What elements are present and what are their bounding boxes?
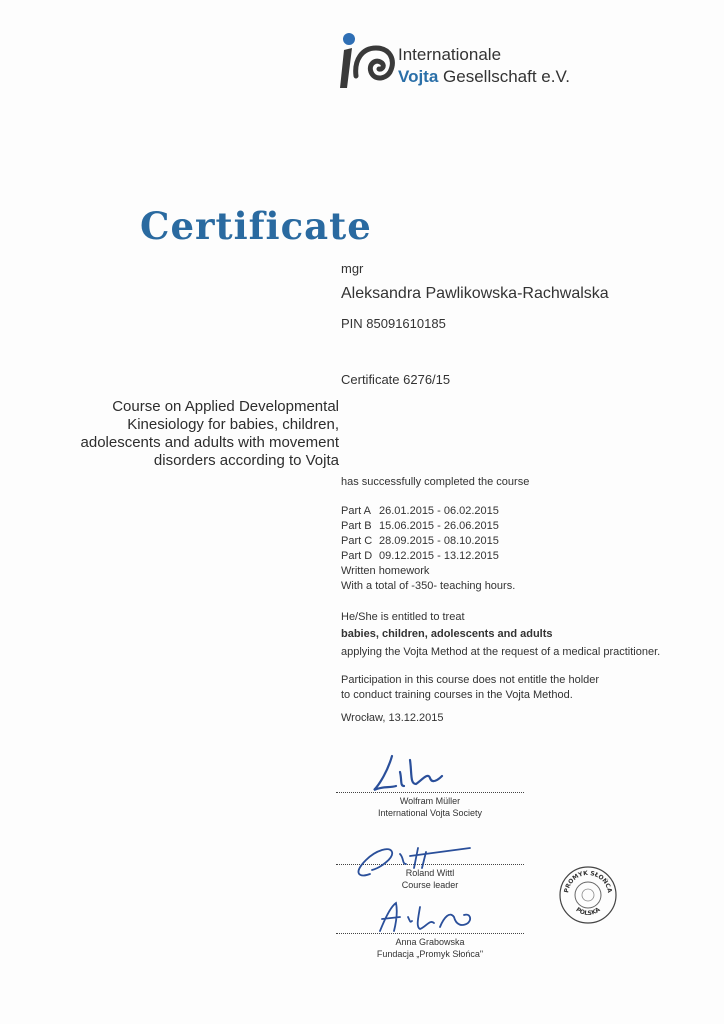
organization-name-line2: [398, 66, 570, 88]
course-title-line: adolescents and adults with movement: [80, 434, 339, 451]
signature-block-grabowska: [330, 897, 530, 962]
participation-note-line2: to conduct training courses in the Vojta Method.: [341, 689, 573, 701]
signatory-name: Anna Grabowska: [395, 937, 465, 947]
course-title-line: disorders according to Vojta: [153, 452, 339, 469]
course-part-row: [341, 549, 515, 564]
vojta-society-logo-icon: [338, 30, 398, 90]
certificate-number: Certificate 6276/15: [341, 372, 451, 387]
entitlement-intro: He/She is entitled to treat: [341, 611, 465, 623]
course-title: [19, 398, 339, 470]
course-part-row: [341, 504, 515, 519]
course-part-label: Part B: [341, 520, 372, 532]
signatory-role: Course leader: [401, 880, 459, 890]
holder-name: Aleksandra Pawlikowska-Rachwalska: [341, 285, 609, 302]
homework-note: Written homework: [341, 565, 430, 577]
signature-block-muller: [330, 750, 530, 825]
signature-grabowska-icon: [330, 897, 530, 937]
signature-muller-icon: [330, 750, 530, 798]
course-part-dates: 15.06.2015 - 26.06.2015: [379, 520, 499, 532]
organization-name-accent: Vojta: [398, 67, 439, 86]
entitlement-groups: babies, children, adolescents and adults: [341, 628, 553, 640]
signatory-role: International Vojta Society: [377, 808, 483, 818]
signatory-role: Fundacja „Promyk Słońca": [376, 949, 484, 959]
promyk-slonca-stamp-icon: [558, 865, 618, 925]
teaching-hours: With a total of -350- teaching hours.: [341, 580, 516, 592]
participation-note-line1: Participation in this course does not entitle the holder: [341, 674, 600, 686]
signature-block-wittl: [330, 834, 530, 894]
organization-name-line1: Internationale: [398, 45, 502, 64]
signature-wittl-icon: [330, 834, 530, 884]
course-part-dates: 09.12.2015 - 13.12.2015: [379, 550, 499, 562]
course-part-label: Part C: [341, 535, 373, 547]
organization-name: [398, 44, 570, 88]
stamp-bottom-text: POLSKA: [574, 906, 602, 918]
honorific: mgr: [341, 261, 364, 276]
course-parts-list: [341, 504, 515, 594]
organization-name-rest: Gesellschaft e.V.: [438, 67, 570, 86]
place-and-date: Wrocław, 13.12.2015: [341, 712, 444, 724]
course-part-label: Part A: [341, 505, 371, 517]
holder-pin: PIN 85091610185: [341, 316, 446, 331]
stamp-top-text: PROMYK SŁOŃCA: [563, 869, 613, 894]
course-part-row: [341, 534, 515, 549]
signatory-name: Wolfram Müller: [399, 796, 461, 806]
course-part-row: [341, 519, 515, 534]
course-part-label: Part D: [341, 550, 373, 562]
entitlement-applying: applying the Vojta Method at the request of a medical practitioner.: [341, 646, 661, 658]
certificate-title: Certificate: [140, 204, 372, 248]
course-title-line: Kinesiology for babies, children,: [127, 416, 339, 433]
course-part-dates: 26.01.2015 - 06.02.2015: [379, 505, 499, 517]
course-part-dates: 28.09.2015 - 08.10.2015: [379, 535, 499, 547]
completion-statement: has successfully completed the course: [341, 476, 530, 488]
course-title-line: Course on Applied Developmental: [112, 398, 339, 415]
signatory-name: Roland Wittl: [405, 868, 455, 878]
